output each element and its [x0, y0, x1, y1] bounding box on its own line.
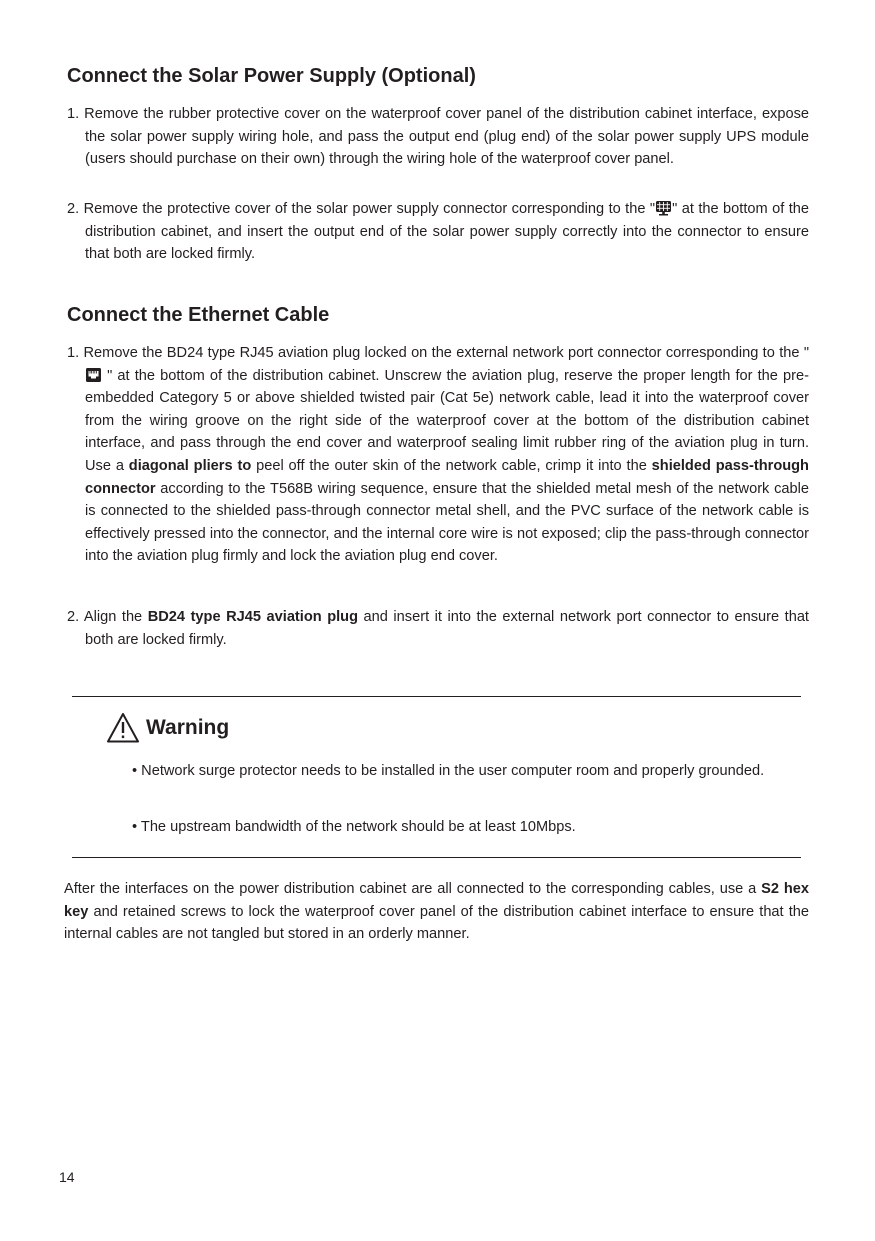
ethernet-step-2-text-b: and insert it into the external network port connector to ensure that both are locked firmly. [85, 609, 809, 648]
solar-step-2-text-b: " at the bottom of the distribution cabinet, and insert the output end of the solar power supply correctly into the connector to ensure that both are locked firmly. [85, 201, 809, 263]
ethernet-step-1-text-d: according to the T568B wiring sequence, ensure that the shielded metal mesh of the network cable is connected to the shielded pass-through connector metal shell, and the PVC surface of the network cable is effectively pressed into the connector, and the internal core wire is not exposed; clip the pass-through connector into the aviation plug firmly and lock the aviation plug end cover. [85, 480, 809, 565]
solar-step-2-text-a: 2. Remove the protective cover of the solar power supply connector corresponding to the " [67, 201, 656, 217]
warning-header [106, 712, 229, 744]
ethernet-heading: Connect the Ethernet Cable [67, 304, 330, 326]
closing-text-b: and retained screws to lock the waterproof cover panel of the distribution cabinet interface to ensure that the internal cables are not tangled but stored in an orderly manner. [64, 903, 809, 943]
solar-step-2 [67, 198, 809, 266]
closing-paragraph [64, 878, 809, 946]
closing-text-a: After the interfaces on the power distribution cabinet are all connected to the corresponding cables, use a [64, 881, 762, 897]
ethernet-step-1 [67, 342, 809, 568]
warning-triangle-icon [106, 712, 140, 744]
solar-heading: Connect the Solar Power Supply (Optional) [67, 65, 476, 87]
solar-panel-icon [655, 200, 672, 216]
aviation-plug-emphasis: BD24 type RJ45 aviation plug [147, 609, 359, 625]
warning-title: Warning [146, 716, 230, 739]
hex-key-emphasis: S2 hex key [64, 881, 810, 920]
warning-bullet-surge: • Network surge protector needs to be installed in the user computer room and properly grounded. [132, 763, 765, 779]
ethernet-step-1-text-c: peel off the outer skin of the network cable, crimp it into the [251, 457, 652, 474]
warning-top-divider [72, 696, 801, 697]
ethernet-step-1-text-b: " at the bottom of the distribution cabinet. Unscrew the aviation plug, reserve the proper length for the pre-embedded Category 5 or above shielded twisted pair (Cat 5e) network cable, lead it into the waterproof cover from the wiring groove on the right side of the waterproof cover at the bottom of the distribution cabinet interface, and pass through the end cover and waterproof sealing limit rubber ring of the aviation plug in turn. Use a [85, 367, 809, 474]
ethernet-step-2 [67, 606, 809, 651]
ethernet-step-2-text-a: 2. Align the [67, 609, 148, 625]
diagonal-pliers-emphasis: diagonal pliers to [128, 457, 252, 474]
solar-step-1: 1. Remove the rubber protective cover on the waterproof cover panel of the distribution cabinet interface, expose the solar power supply wiring hole, and pass the output end (plug end) of the solar power supply UPS module (users should purchase on their own) through the wiring hole of the waterproof cover panel. [67, 106, 809, 168]
page-number: 14 [59, 1169, 75, 1185]
warning-bullet-bandwidth: • The upstream bandwidth of the network should be at least 10Mbps. [132, 819, 576, 835]
ethernet-port-icon [85, 367, 102, 383]
warning-bottom-divider [72, 857, 801, 858]
ethernet-step-1-text-a: 1. Remove the BD24 type RJ45 aviation plug locked on the external network port connector corresponding to the " [67, 345, 809, 361]
pass-through-connector-emphasis: shielded pass-through connector [85, 457, 809, 497]
